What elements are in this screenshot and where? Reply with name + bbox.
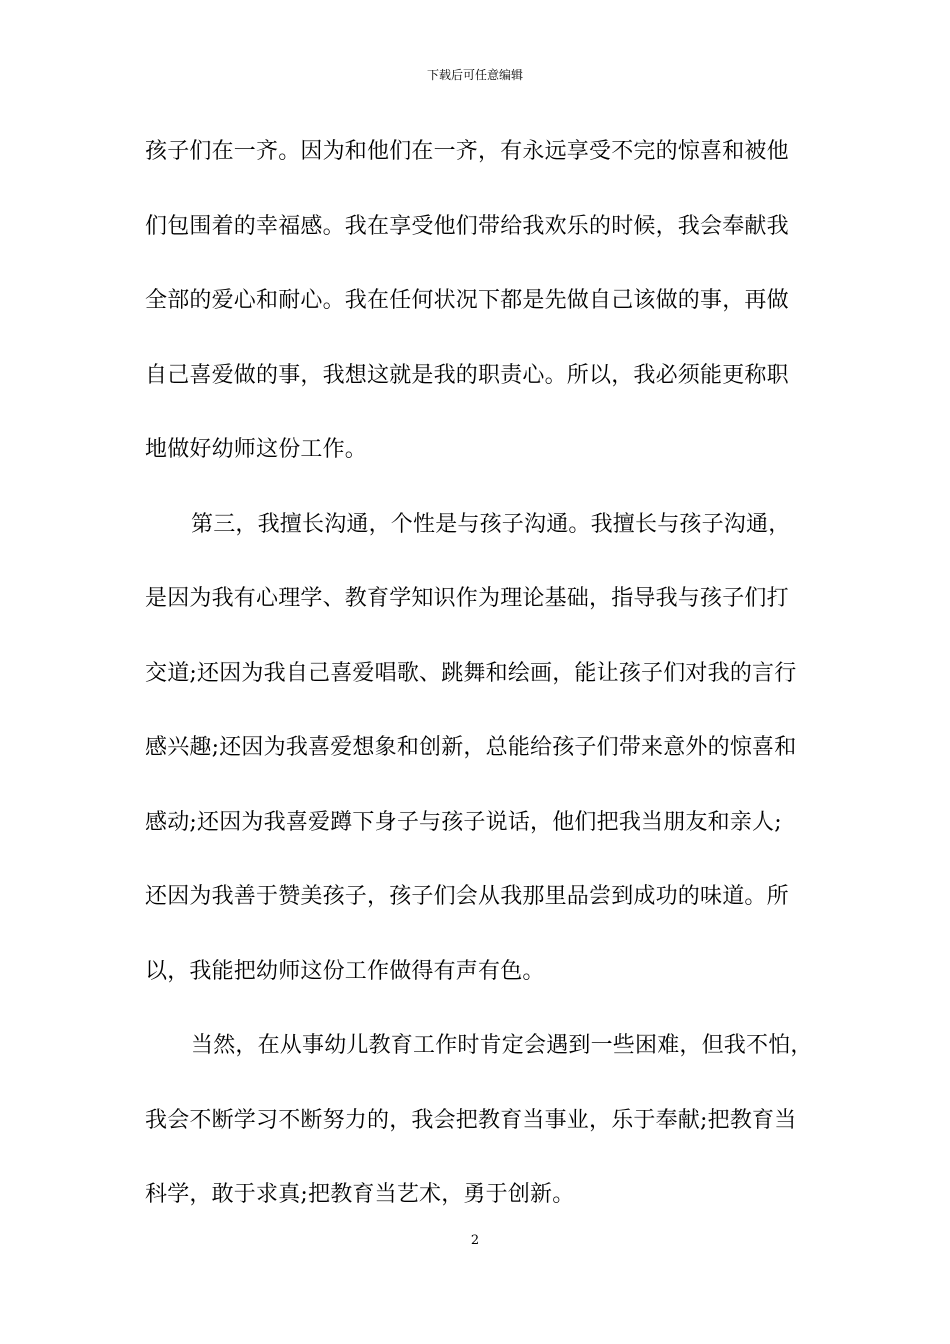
text-line: 交道;还因为我自己喜爱唱歌、跳舞和绘画，能让孩子们对我的言行	[145, 660, 797, 686]
text-line: 自己喜爱做的事，我想这就是我的职责心。所以，我必须能更称职	[145, 362, 789, 388]
text-line: 还因为我善于赞美孩子，孩子们会从我那里品尝到成功的味道。所	[145, 884, 789, 909]
text-line: 以，我能把幼师这份工作做得有声有色。	[145, 958, 545, 984]
text-line: 是因为我有心理学、教育学知识作为理论基础，指导我与孩子们打	[145, 586, 789, 611]
text-line: 感动;还因为我喜爱蹲下身子与孩子说话，他们把我当朋友和亲人;	[145, 809, 782, 835]
paragraph-start-line: 第三，我擅长沟通，个性是与孩子沟通。我擅长与孩子沟通，	[191, 511, 791, 537]
text-line: 们包围着的幸福感。我在享受他们带给我欢乐的时候，我会奉献我	[145, 213, 789, 239]
text-line: 地做好幼师这份工作。	[145, 437, 368, 462]
text-line: 我会不断学习不断努力的，我会把教育当事业，乐于奉献;把教育当	[145, 1107, 797, 1133]
text-line: 孩子们在一齐。因为和他们在一齐，有永远享受不完的惊喜和被他	[145, 139, 789, 164]
paragraph-start-line: 当然，在从事幼儿教育工作时肯定会遇到一些困难，但我不怕，	[191, 1033, 813, 1058]
text-line: 全部的爱心和耐心。我在任何状况下都是先做自己该做的事，再做	[145, 288, 789, 313]
page-header: 下载后可任意编辑	[426, 68, 523, 82]
text-line: 科学，敢于求真;把教育当艺术，勇于创新。	[145, 1182, 575, 1207]
page-number: 2	[470, 1233, 480, 1248]
document-body	[145, 130, 815, 1248]
text-line: 感兴趣;还因为我喜爱想象和创新，总能给孩子们带来意外的惊喜和	[145, 735, 797, 760]
